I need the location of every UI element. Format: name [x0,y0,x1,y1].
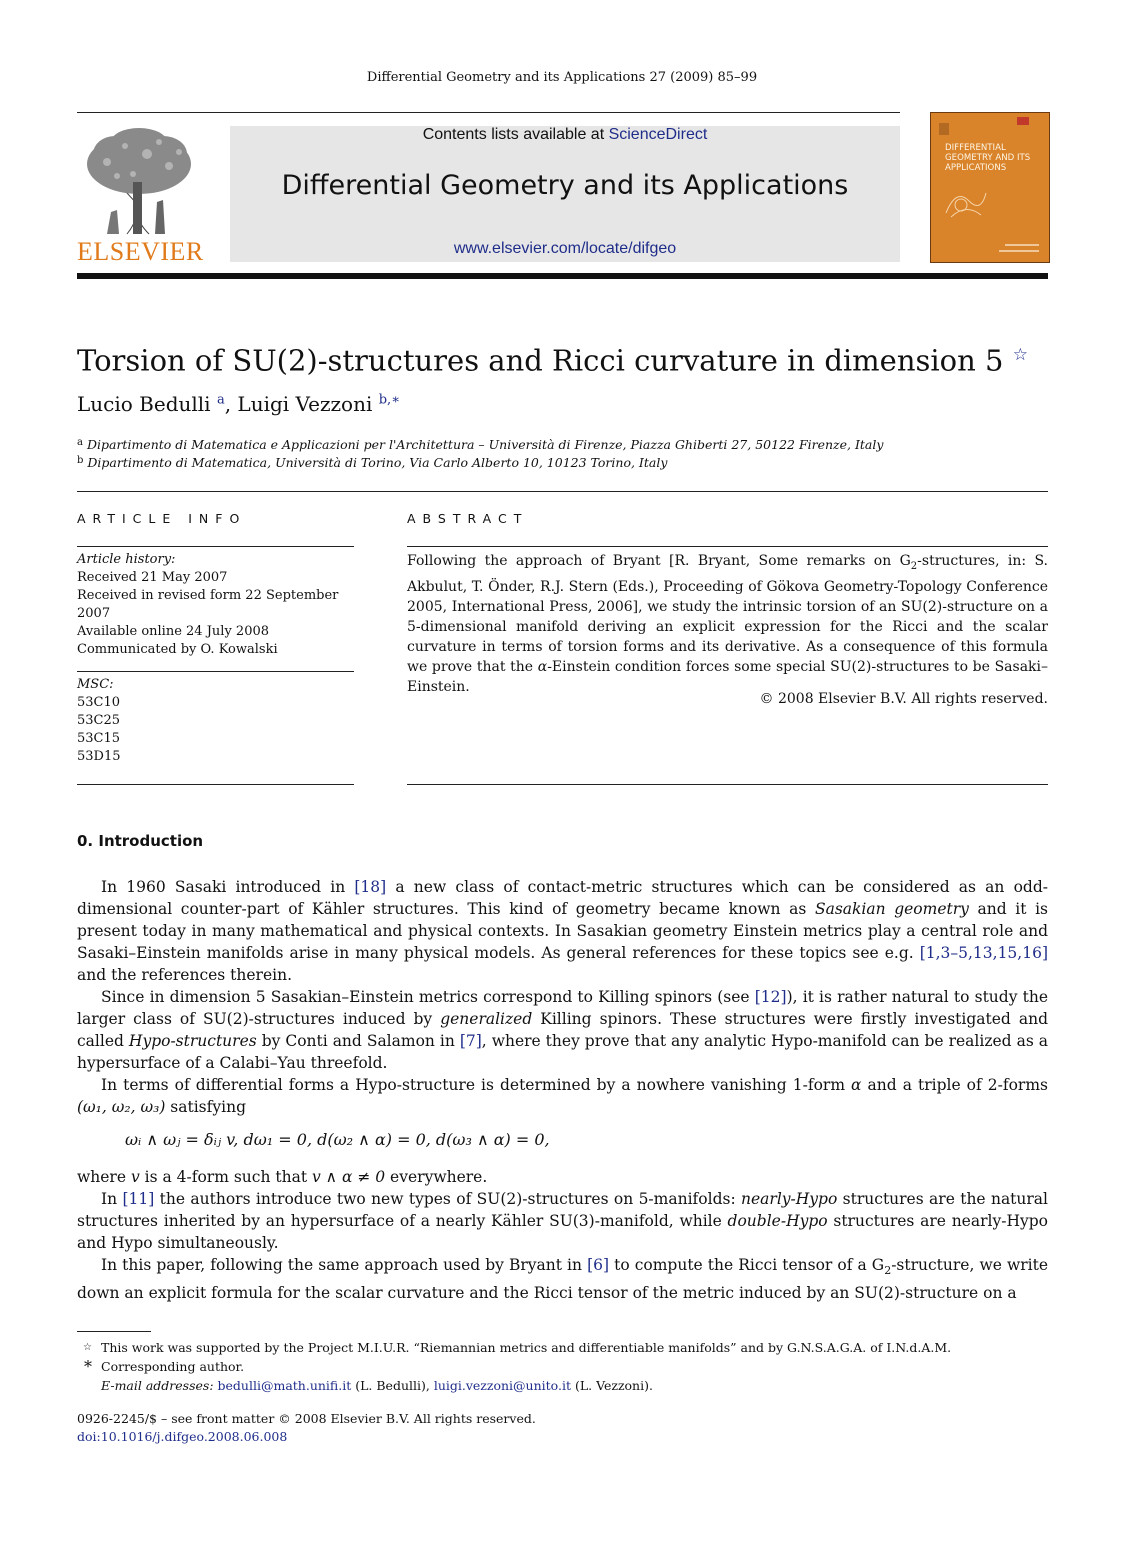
publisher-wordmark: ELSEVIER [77,237,204,266]
contents-prefix: Contents lists available at [422,126,609,143]
corresponding-author-footnote: * Corresponding author. [84,1357,245,1376]
affiliation-a-mark: a [77,437,83,448]
cover-logo [939,123,949,135]
issn-line: 0926-2245/$ – see front matter © 2008 Elsevier B.V. All rights reserved. [77,1411,536,1426]
contents-line [230,126,900,144]
affiliation-a [77,437,883,452]
affiliation-b-mark: b [77,455,84,466]
article-history [77,551,357,659]
article-info-rule-bottom [77,784,354,785]
history-label: Article history: [77,552,176,567]
title-footnote-mark[interactable]: ☆ [1012,345,1028,365]
doi-link[interactable]: doi:10.1016/j.difgeo.2008.06.008 [77,1429,288,1444]
received-date: Received 21 May 2007 [77,570,228,585]
journal-url[interactable]: www.elsevier.com/locate/difgeo [453,240,677,257]
cover-title: DIFFERENTIAL GEOMETRY AND ITS APPLICATIONS [945,143,1031,173]
article-info-rule-mid [77,671,354,672]
communicated-by: Communicated by O. Kowalski [77,642,278,657]
citation-link[interactable]: [6] [587,1256,610,1274]
funding-footnote: ☆ This work was supported by the Project M.I.U.R. “Riemannian metrics and differentiable manifolds” and by G.N.S.A.G.A. of I.N.d.A.M. [83,1340,952,1355]
msc-codes [77,676,357,766]
abstract-rule-bottom [407,784,1048,785]
cover-illustration [941,183,991,223]
msc-code: 53C25 [77,713,121,728]
citation-link[interactable]: [18] [354,878,387,896]
msc-code: 53C15 [77,731,121,746]
affiliation-b [77,455,667,470]
email-footnote: E-mail addresses: bedulli@math.unifi.it (L. Bedulli), luigi.vezzoni@unito.it (L. Vezzoni). [101,1378,653,1393]
citation-link[interactable]: [1,3–5,13,15,16] [919,944,1048,962]
running-head: Differential Geometry and its Applications 27 (2009) 85–99 [366,70,758,85]
paragraph: In [11] the authors introduce two new types of SU(2)-structures on 5-manifolds: nearly-Hypo structures are the natural structures inherited by an hypersurface of a nearly Kähler SU(3)-manifold, while double-Hypo structures are nearly-Hypo and Hypo simultaneously. [77,1190,1048,1252]
abstract-text: Following the approach of Bryant [R. Bryant, Some remarks on $G_2$-structures, in: S. Akbulut, T. Önder, R.J. Stern (Eds.), Proceeding of Gökova Geometry-Topology Conference 2005, International Press, 2006], we study the intrinsic torsion of an SU(2)-structure on a 5-dimensional manifold deriving an explicit expression for the Ricci and the scalar curvature in terms of torsion forms and its derivative. As a consequence of this formula we prove that the α-Einstein condition forces some special SU(2)-structures to be Sasaki–Einstein. [407,553,1048,695]
article-title [77,338,1028,378]
author-vezzoni: Luigi Vezzoni [237,392,373,416]
footnote-rule [77,1331,151,1332]
paragraph: where v is a 4-form such that v ∧ α ≠ 0 everywhere. [77,1168,488,1186]
cover-badge [1017,117,1029,125]
masthead-thick-rule [77,273,1048,279]
email-link-bedulli[interactable]: bedulli@math.unifi.it [217,1378,352,1393]
article-title-text: Torsion of SU(2)-structures and Ricci curvature in dimension 5 [77,343,1004,378]
msc-code: 53C10 [77,695,121,710]
msc-label: MSC: [77,677,114,692]
msc-code: 53D15 [77,749,121,764]
footnotes [77,1338,1048,1395]
journal-cover-image [930,112,1050,263]
display-equation: ωᵢ ∧ ωⱼ = δᵢⱼ v, dω₁ = 0, d(ω₂ ∧ α) = 0, d(ω₃ ∧ α) = 0, [125,1130,550,1149]
revised-date-line1: Received in revised form 22 September [77,588,339,603]
online-date: Available online 24 July 2008 [77,624,270,639]
citation-link[interactable]: [12] [754,988,787,1006]
paragraph: Since in dimension 5 Sasakian–Einstein metrics correspond to Killing spinors (see [12]), it is rather natural to study the larger class of SU(2)-structures induced by generalized Killing spinors. These structures were firstly investigated and called Hypo-structures by Conti and Salamon in [7], where they prove that any analytic Hypo-manifold can be realized as a hypersurface of a Calabi–Yau threefold. [77,988,1049,1072]
intro-body-part1 [77,876,1048,1118]
footnote-asterisk-mark: * [84,1357,92,1376]
affiliation-rule [77,491,1048,492]
email-link-vezzoni[interactable]: luigi.vezzoni@unito.it [433,1378,571,1393]
affiliation-b-text: Dipartimento di Matematica, Università di Torino, Via Carlo Alberto 10, 10123 Torino, Italy [87,455,668,470]
footnote-star-mark: ☆ [83,1342,92,1353]
abstract-heading: ABSTRACT [407,511,529,526]
revised-date-line2: 2007 [77,606,111,621]
author-bedulli: Lucio Bedulli [77,392,211,416]
paragraph: In this paper, following the same approach used by Bryant in [6] to compute the Ricci tensor of a $G_2$-structure, we write down an explicit formula for the scalar curvature and the Ricci tensor of the metric induced by an SU(2)-structure on a [77,1256,1048,1303]
citation-link[interactable]: [7] [459,1032,482,1050]
journal-url-link[interactable] [230,240,900,258]
author-list [77,392,400,416]
affiliation-a-text: Dipartimento di Matematica e Applicazioni per l'Architettura – Università di Firenze, Piazza Ghiberti 27, 50122 Firenze, Italy [86,437,884,452]
paragraph: In 1960 Sasaki introduced in [18] a new class of contact-metric structures which can be considered as an odd-dimensional counter-part of Kähler structures. This kind of geometry became known as Sasakian geometry and it is present today in many mathematical and physical contexts. In Sasakian geometry Einstein metrics play a central role and Sasaki–Einstein manifolds arise in many physical models. As general references for these topics see e.g. [1,3–5,13,15,16] and the references therein. [77,878,1048,984]
author-vezzoni-affil-link[interactable]: b,∗ [378,392,401,408]
journal-masthead [230,126,900,262]
header-rule [77,112,900,113]
journal-name: Differential Geometry and its Applications [281,170,849,201]
author-separator: , [224,392,238,416]
introduction-heading: 0. Introduction [77,832,204,850]
article-info-rule-top [77,546,354,547]
abstract-copyright: © 2008 Elsevier B.V. All rights reserved. [759,691,1048,707]
article-info-heading: ARTICLE INFO [77,511,247,526]
intro-body-part2 [77,1166,1048,1304]
abstract-rule-top [407,546,1048,547]
author-bedulli-affil-link[interactable]: a [216,392,225,408]
citation-link[interactable]: [11] [122,1190,155,1208]
bottom-meta [77,1410,536,1446]
paragraph: In terms of differential forms a Hypo-structure is determined by a nowhere vanishing 1-form α and a triple of 2-forms (ω₁, ω₂, ω₃) satisfying [77,1076,1048,1116]
sciencedirect-link[interactable]: ScienceDirect [608,126,708,143]
